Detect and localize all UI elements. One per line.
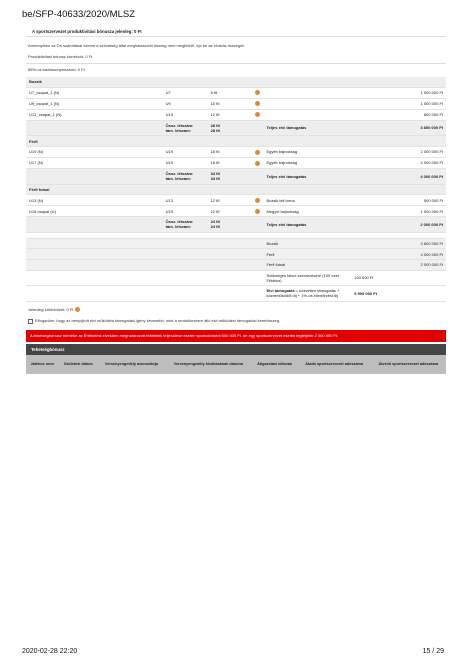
competition: Egyéb bajnokság <box>263 157 351 168</box>
amount: 500 000 Ft <box>351 195 446 206</box>
document-title: be/SFP-40633/2020/MLSZ <box>22 9 136 20</box>
player-count: 12 fő <box>208 206 253 217</box>
info-cell <box>252 87 263 98</box>
player-count: 6 fő <box>208 87 253 98</box>
summary-label: Teljes elvi támogatás <box>263 217 351 233</box>
spacer <box>26 217 163 233</box>
base-compensation: 85%-os báziskompenzáció: 0 Ft <box>28 67 85 72</box>
total-amount: 2 000 000 Ft <box>351 259 446 270</box>
player-count: 16 fő <box>208 157 253 168</box>
total-amount: 3 800 000 Ft <box>351 238 446 249</box>
table-row <box>26 146 446 157</box>
headcount-labels: Össz. létszám: tám. létszám: <box>163 120 208 136</box>
talent-column-header: Átigazolási időszak <box>252 355 298 374</box>
info-icon <box>75 307 80 312</box>
age-group: U9 <box>163 98 208 109</box>
table-row <box>26 206 446 217</box>
total-row <box>26 238 446 249</box>
competition: Megyei bajnokság <box>263 206 351 217</box>
info-icon <box>255 209 260 214</box>
talent-column-header: Versenyengedély azonosítója <box>98 355 165 374</box>
current-difference: Jelenlegi különbözet: 0 Ft <box>28 307 446 312</box>
talent-bonus-alert: A tehetségbónusz mértéke az Értékelési elvekben meghatározott feltételek teljesülése esetén sportolónként 500 000 Ft, de egy sportszervezet esetén legfeljebb 2 000 000 Ft. <box>26 330 446 342</box>
info-icon <box>255 112 260 117</box>
acceptance-text: Elfogadom, hogy az benyújtott elvi működési támogatási igény kevesebb, mint a rendelkezésre álló elvi működési támogatási keretösszeg. <box>35 318 281 324</box>
table-row <box>26 157 446 168</box>
player-count: 18 fő <box>208 146 253 157</box>
table-row <box>26 109 446 120</box>
amount: 2 000 000 Ft <box>351 146 446 157</box>
team-name: U13 (N) <box>26 195 163 206</box>
team-name: U7_csapat_1 (N) <box>26 87 163 98</box>
amount: 2 000 000 Ft <box>351 157 446 168</box>
headcount-labels: Össz. létszám: tám. létszám: <box>163 217 208 233</box>
player-count: 12 fő <box>208 109 253 120</box>
talent-section-header: Tehetségbónusz <box>26 344 446 355</box>
grand-total-row <box>26 286 446 302</box>
grand-total-label: Elvi támogatás = közvetlen támogatás + közreműködői díj + 1%-os ellenőrzési díj <box>263 286 351 302</box>
info-icon <box>255 198 260 203</box>
talent-bonus-table <box>26 355 446 374</box>
info-cell <box>252 206 263 217</box>
info-icon <box>255 161 260 166</box>
total-label: Férfi <box>263 249 351 260</box>
summary-label: Teljes elvi támogatás <box>263 168 351 184</box>
age-group: U7 <box>163 87 208 98</box>
table-row <box>26 87 446 98</box>
player-count: 12 fő <box>208 195 253 206</box>
player-count: 10 fő <box>208 98 253 109</box>
talent-column-header: Játékos neve <box>26 355 59 374</box>
talent-column-header: Születési dátum <box>59 355 98 374</box>
spacer <box>26 286 263 302</box>
amount: 800 000 Ft <box>351 109 446 120</box>
info-cell <box>252 157 263 168</box>
group-header <box>26 136 446 147</box>
spacer <box>252 120 263 136</box>
group-header <box>26 77 446 87</box>
page-content <box>26 27 446 374</box>
talent-column-header: Átvevő sportszervezet adószáma <box>371 355 446 374</box>
info-cell <box>252 195 263 206</box>
spacer <box>252 168 263 184</box>
amount: 1 500 000 Ft <box>351 98 446 109</box>
divider <box>26 63 446 64</box>
footer-page-number: 15 / 29 <box>422 648 444 655</box>
headcount-labels: Össz. létszám: tám. létszám: <box>163 168 208 184</box>
total-label: Férfi futsal <box>263 259 351 270</box>
grand-total-amount: 9 900 000 Ft <box>351 286 446 302</box>
total-label: Bozsik <box>263 238 351 249</box>
group-summary <box>26 217 446 233</box>
productivity-correction: Produktivitási bónusz korrekció: 0 Ft <box>28 54 93 59</box>
team-name: U9_csapat_1 (N) <box>26 98 163 109</box>
info-cell <box>252 98 263 109</box>
spacer <box>26 238 263 249</box>
table-row <box>26 195 446 206</box>
spacer <box>26 259 263 270</box>
correction-instructions: Amennyiben az Ön számításai szerint a szövetség által meghatározott összeg nem megfelelő, írja be az elvárás összegét: <box>28 43 245 48</box>
headcount-values: 28 fő 28 fő <box>208 120 253 136</box>
age-group: U13 <box>163 109 208 120</box>
age-group: U13 <box>163 195 208 206</box>
group-summary <box>26 120 446 136</box>
group-name: Férfi futsal <box>26 184 446 195</box>
info-icon <box>255 101 260 106</box>
camp-amount: 100 000 Ft <box>351 270 446 286</box>
team-name: U13_csapat_1 (N) <box>26 109 163 120</box>
info-icon <box>255 150 260 155</box>
competition <box>263 98 351 109</box>
competition <box>263 109 351 120</box>
amount: 1 500 000 Ft <box>351 206 446 217</box>
total-row <box>26 259 446 270</box>
camp-row <box>26 270 446 286</box>
summary-label: Teljes elvi támogatás <box>263 120 351 136</box>
spacer <box>26 270 263 286</box>
headcount-values: 34 fő 34 fő <box>208 168 253 184</box>
camp-label: Szükséges tábor szervezésére (100 ezer Ft/tábor) <box>263 270 351 286</box>
team-name: U17 (N) <box>26 157 163 168</box>
talent-column-header: Átadó sportszervezet adószáma <box>298 355 371 374</box>
summary-amount: 2 000 000 Ft <box>351 217 446 233</box>
group-name: Bozsik <box>26 77 446 87</box>
info-icon <box>255 90 260 95</box>
competition <box>263 87 351 98</box>
group-summary <box>26 168 446 184</box>
total-amount: 4 000 000 Ft <box>351 249 446 260</box>
section-title: A sportszervezet produktivitási bónusza jelenleg: 0 Ft <box>26 27 446 37</box>
info-cell <box>252 146 263 157</box>
spacer <box>26 249 263 260</box>
summary-amount: 4 000 000 Ft <box>351 168 446 184</box>
competition: Bozsik téli torna <box>263 195 351 206</box>
info-cell <box>252 109 263 120</box>
spacer <box>26 120 163 136</box>
acceptance-checkbox[interactable] <box>28 319 33 324</box>
amount: 1 500 000 Ft <box>351 87 446 98</box>
competition: Egyéb bajnokság <box>263 146 351 157</box>
spacer <box>26 168 163 184</box>
age-group: U19 <box>163 206 208 217</box>
acceptance-checkbox-row[interactable] <box>28 318 446 323</box>
age-group: U19 <box>163 146 208 157</box>
table-row <box>26 98 446 109</box>
total-row <box>26 249 446 260</box>
spacer <box>252 217 263 233</box>
team-name: U19 csapat (U) <box>26 206 163 217</box>
team-support-table <box>26 77 446 302</box>
summary-amount: 3 800 000 Ft <box>351 120 446 136</box>
footer-date: 2020-02-28 22:20 <box>22 648 78 655</box>
group-header <box>26 184 446 195</box>
age-group: U19 <box>163 157 208 168</box>
headcount-values: 24 fő 24 fő <box>208 217 253 233</box>
group-name: Férfi <box>26 136 446 147</box>
talent-column-header: Versenyengedély kiváltásának dátuma <box>165 355 252 374</box>
team-name: U19 (N) <box>26 146 163 157</box>
